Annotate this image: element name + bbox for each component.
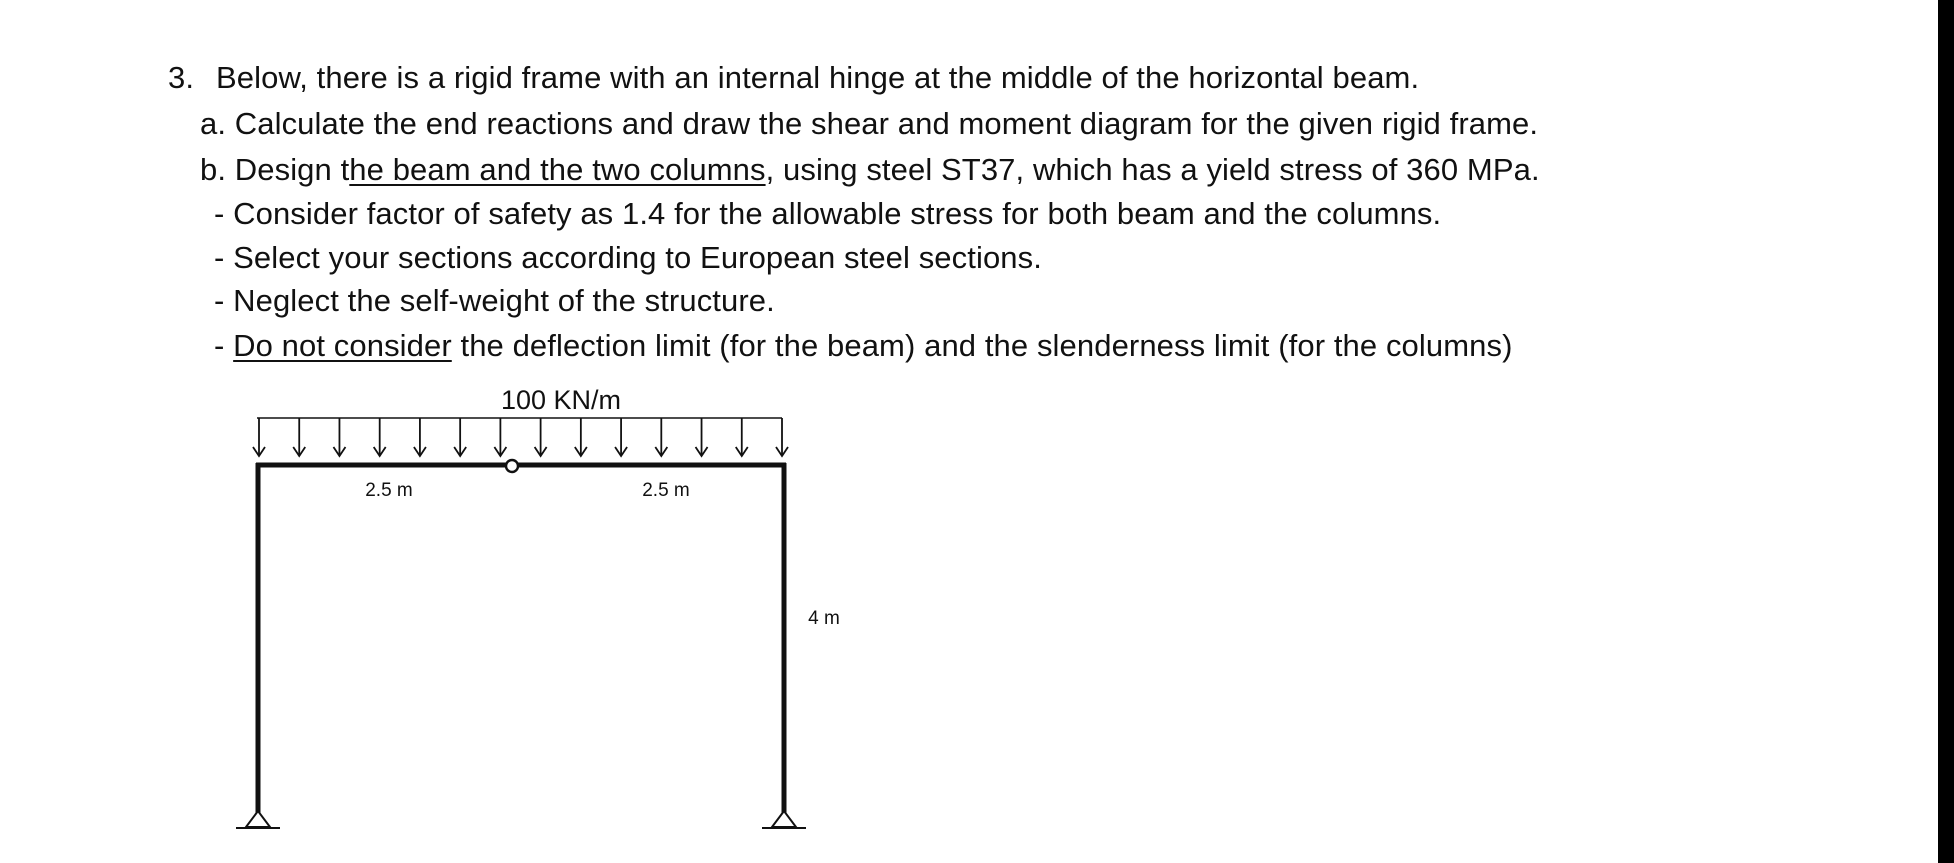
load-arrow: [535, 418, 547, 456]
load-arrow: [454, 418, 466, 456]
left-span-label: 2.5 m: [365, 480, 413, 501]
note-limits-underlined: Do not consider: [233, 328, 452, 363]
note-limits-prefix: -: [214, 328, 234, 363]
load-arrow: [494, 418, 506, 456]
note-factor-of-safety: - Consider factor of safety as 1.4 for the allowable stress for both beam and the columns.: [214, 196, 1442, 231]
right-span-label: 2.5 m: [642, 480, 690, 501]
load-label: 100 KN/m: [500, 385, 622, 415]
problem-number: 3.: [168, 60, 195, 95]
note-self-weight: - Neglect the self-weight of the structure.: [214, 283, 775, 318]
left-pin-support: [236, 811, 280, 828]
internal-hinge: [506, 460, 518, 472]
load-arrow: [736, 418, 748, 456]
part-a: a. Calculate the end reactions and draw the shear and moment diagram for the given rigid frame.: [200, 106, 1539, 141]
window-edge: [1938, 0, 1954, 863]
load-arrow: [655, 418, 667, 456]
load-arrow: [374, 418, 386, 456]
load-arrow: [293, 418, 305, 456]
load-arrows: [253, 418, 788, 456]
load-arrow: [333, 418, 345, 456]
load-arrow: [575, 418, 587, 456]
problem-intro: Below, there is a rigid frame with an internal hinge at the middle of the horizontal beam.: [216, 60, 1420, 95]
note-sections: - Select your sections according to European steel sections.: [214, 240, 1042, 275]
note-limits-suffix: the deflection limit (for the beam) and the slenderness limit (for the columns): [451, 328, 1513, 363]
load-arrow: [253, 418, 265, 456]
load-arrow: [414, 418, 426, 456]
height-label: 4 m: [808, 608, 840, 629]
part-b-suffix: , using steel ST37, which has a yield stress of 360 MPa.: [765, 152, 1540, 187]
right-pin-support: [762, 811, 806, 828]
load-arrow: [776, 418, 788, 456]
part-b-underlined: he beam and the two columns: [349, 152, 766, 187]
load-arrow: [615, 418, 627, 456]
part-b-prefix: b. Design t: [200, 152, 350, 187]
load-arrow: [696, 418, 708, 456]
